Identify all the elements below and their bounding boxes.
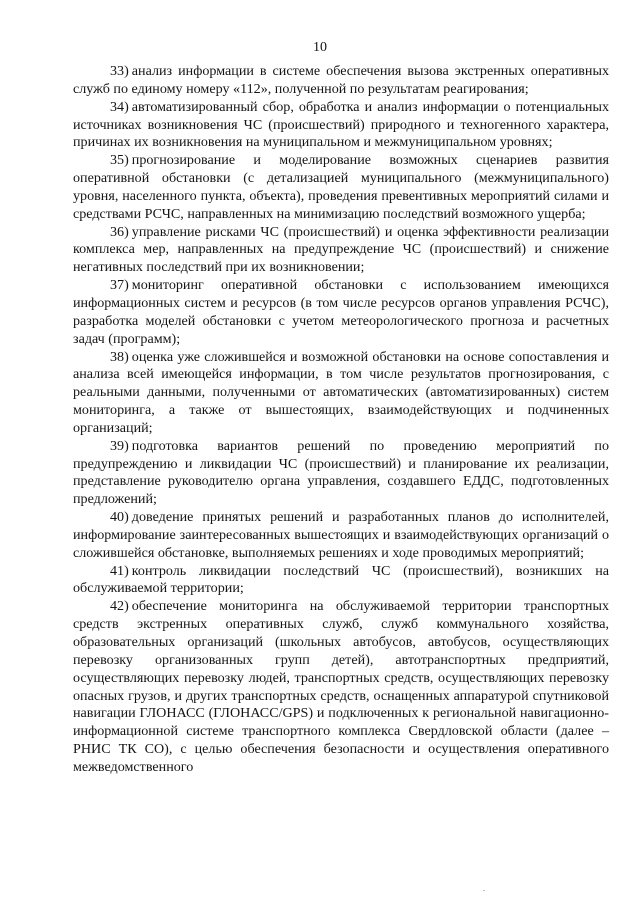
item-text: контроль ликвидации последствий ЧС (происшествий), возникших на обслуживаемой территории; <box>73 562 609 597</box>
item-text: подготовка вариантов решений по проведению мероприятий по предупреждению и ликвидации ЧС (происшествий) и планирование их реализации, представление руководителю органа управления, создавшего ЕДДС, подготовленных предложений; <box>73 437 609 508</box>
item-text: обеспечение мониторинга на обслуживаемой территории транспортных средств экстренных оперативных служб, служб коммунального хозяйства, образовательных организаций (школьных автобусов, автобусов, осуществляющих перевозку организованных групп детей), автотранспортных предприятий, осуществляющих перевозку людей, транспортных средств, осуществляющих перевозку опасных грузов, и других транспортных средств, оснащенных аппаратурой спутниковой навигации ГЛОНАСС (ГЛОНАСС/GPS) и подключенных к региональной навигационно-информационной системе транспортного комплекса Свердловской области (далее – РНИС ТК СО), с целью обеспечения безопасности и осуществления оперативного межведомственного <box>73 598 609 775</box>
item-number: 40) <box>110 509 129 526</box>
item-number: 41) <box>110 562 129 579</box>
item-text: анализ информации в системе обеспечения вызова экстренных оперативных служб по единому номеру «112», полученной по результатам реагирования; <box>73 63 609 97</box>
item-number: 36) <box>110 223 129 240</box>
item-text: мониторинг оперативной обстановки с использованием имеющихся информационных систем и ресурсов (в том числе ресурсов органов управления РСЧС), разработка моделей обстановки с учетом метеорологического прогноза и расчетных задач (программ); <box>73 277 609 347</box>
list-item-42 <box>73 598 609 776</box>
item-number: 39) <box>110 437 129 454</box>
list-item-41 <box>73 563 609 599</box>
list-item-34 <box>73 99 609 153</box>
item-text: управление рисками ЧС (происшествий) и оценка эффективности реализации комплекса мер, направленных на предупреждение ЧС (происшествий) и снижение негативных последствий при их возникновении; <box>73 223 609 276</box>
list-item-40 <box>73 509 609 563</box>
item-text: оценка уже сложившейся и возможной обстановки на основе сопоставления и анализа всей имеющейся информации, в том числе результатов прогнозирования, с реальными данными, полученными от автоматических (автоматизированных) систем мониторинга, а также от вышестоящих, взаимодействующих и подчиненных организаций; <box>73 348 609 436</box>
list-item-35 <box>73 152 609 223</box>
item-number: 34) <box>110 98 129 115</box>
document-body <box>73 63 609 777</box>
item-number: 37) <box>110 277 129 294</box>
item-text: прогнозирование и моделирование возможных сценариев развития оперативной обстановки (с детализацией муниципального (межмуниципального) уровня, населенного пункта, объекта), проведения превентивных мероприятий силами и средствами РСЧС, направленных на минимизацию последствий возможного ущерба; <box>73 152 609 222</box>
list-item-37 <box>73 277 609 348</box>
item-number: 33) <box>110 63 129 79</box>
item-number: 42) <box>110 598 129 615</box>
list-item-36 <box>73 224 609 278</box>
item-number: 38) <box>110 348 129 365</box>
item-number: 35) <box>110 152 129 169</box>
list-item-38 <box>73 349 609 438</box>
list-item-39 <box>73 438 609 509</box>
scan-artifact <box>483 890 485 891</box>
item-text: доведение принятых решений и разработанных планов до исполнителей, информирование заинтересованных вышестоящих и взаимодействующих организаций о сложившейся обстановке, выполняемых решениях и ходе проводимых мероприятий; <box>73 509 609 561</box>
list-item-33 <box>73 63 609 99</box>
item-text: автоматизированный сбор, обработка и анализ информации о потенциальных источниках возникновения ЧС (происшествий) природного и техногенного характера, причинах их возникновения на муниципальном и межмуниципальном уровнях; <box>73 98 609 151</box>
page-number: 10 <box>313 40 327 55</box>
